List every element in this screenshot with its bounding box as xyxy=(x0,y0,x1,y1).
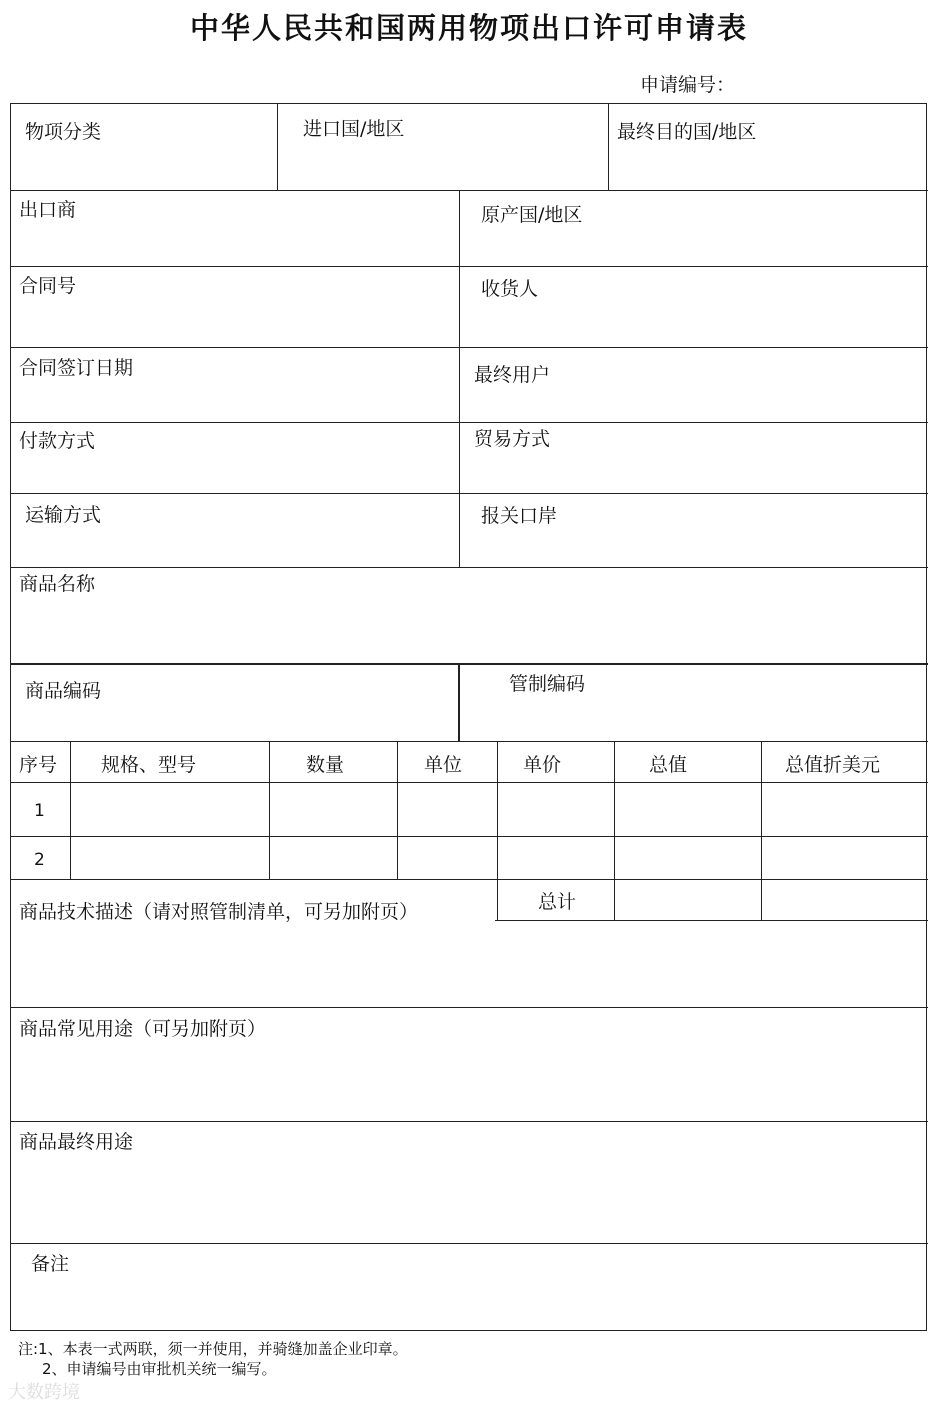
row-divider xyxy=(11,663,928,665)
column-divider xyxy=(397,741,398,879)
row-divider xyxy=(11,422,928,423)
end-user-label: 最终用户 xyxy=(474,364,551,386)
customs-port-label: 报关口岸 xyxy=(481,505,558,527)
total-label: 总计 xyxy=(538,891,577,913)
column-divider xyxy=(761,741,762,920)
table-header xyxy=(11,741,70,782)
row-divider xyxy=(11,836,928,837)
control-code-label: 管制编码 xyxy=(509,673,586,695)
col-header-quantity: 数量 xyxy=(306,754,345,776)
col-header-unit-price: 单价 xyxy=(523,754,562,776)
transport-method-label: 运输方式 xyxy=(25,504,102,526)
category-label: 物项分类 xyxy=(25,121,102,143)
final-use-label: 商品最终用途 xyxy=(19,1131,134,1153)
col-header-total-value: 总值 xyxy=(649,754,688,776)
consignee-label: 收货人 xyxy=(481,278,539,300)
col-header-unit: 单位 xyxy=(424,754,463,776)
row-number-2: 2 xyxy=(34,850,45,870)
col-header-total-usd: 总值折美元 xyxy=(785,754,881,776)
watermark: 大数跨境 xyxy=(8,1382,80,1403)
goods-code-label: 商品编码 xyxy=(25,680,102,702)
row-number-1: 1 xyxy=(34,801,45,821)
row-divider xyxy=(11,266,928,267)
exporter-label: 出口商 xyxy=(19,199,77,221)
row-divider xyxy=(11,782,928,783)
column-divider xyxy=(458,663,460,741)
final-destination-label: 最终目的国/地区 xyxy=(617,121,757,143)
column-divider xyxy=(608,104,609,190)
contract-no-label: 合同号 xyxy=(19,275,77,297)
form-title: 中华人民共和国两用物项出口许可申请表 xyxy=(189,11,748,45)
common-use-label: 商品常见用途（可另加附页） xyxy=(19,1018,267,1040)
row-divider xyxy=(11,567,928,568)
row-divider xyxy=(11,493,928,494)
application-number-label: 申请编号： xyxy=(640,74,736,96)
row-divider xyxy=(11,1007,928,1008)
col-header-index: 序号 xyxy=(19,754,58,776)
trade-method-label: 贸易方式 xyxy=(474,428,551,450)
column-divider xyxy=(497,741,498,920)
row-divider xyxy=(11,1121,928,1122)
origin-country-label: 原产国/地区 xyxy=(481,204,583,226)
col-header-spec: 规格、型号 xyxy=(101,754,197,776)
tech-description-label: 商品技术描述（请对照管制清单，可另加附页） xyxy=(19,901,419,923)
row-divider xyxy=(11,741,928,742)
footnotes xyxy=(18,1339,408,1379)
column-divider xyxy=(277,104,278,190)
application-form xyxy=(10,103,927,1331)
column-divider xyxy=(614,741,615,920)
row-divider xyxy=(495,920,928,921)
footnote-2: 2、申请编号由审批机关统一编写。 xyxy=(42,1360,277,1378)
column-divider xyxy=(269,741,270,879)
row-divider xyxy=(11,347,928,348)
row-divider xyxy=(11,1243,928,1244)
import-country-label: 进口国/地区 xyxy=(303,118,405,140)
row-divider xyxy=(11,879,928,880)
payment-method-label: 付款方式 xyxy=(19,430,96,452)
remarks-label: 备注 xyxy=(31,1253,70,1275)
column-divider xyxy=(459,190,460,567)
column-divider xyxy=(70,741,71,879)
footnote-1: 注:1、本表一式两联，须一并使用，并骑缝加盖企业印章。 xyxy=(18,1340,408,1358)
row-divider xyxy=(11,190,928,191)
goods-name-label: 商品名称 xyxy=(19,573,96,595)
contract-date-label: 合同签订日期 xyxy=(19,357,134,379)
